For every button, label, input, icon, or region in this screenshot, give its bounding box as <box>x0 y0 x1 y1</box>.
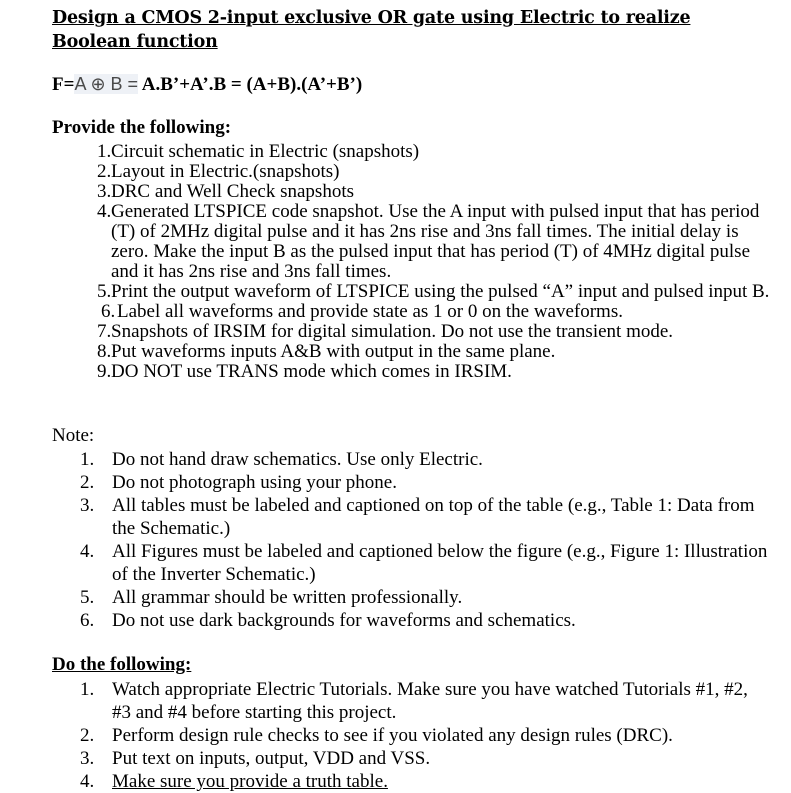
list-item <box>97 202 777 282</box>
item-text: DO NOT use TRANS mode which comes in IRSIM. <box>111 361 512 382</box>
item-text: Do not use dark backgrounds for waveforms and schematics. <box>112 610 576 631</box>
list-item <box>97 182 777 202</box>
item-number: 4. <box>80 771 95 792</box>
note-list <box>80 448 770 632</box>
item-number: 3. <box>97 181 112 202</box>
item-text: Make sure you provide a truth table. <box>112 771 388 792</box>
list-item <box>80 540 770 586</box>
item-number: 4. <box>97 201 112 222</box>
list-item <box>80 471 770 494</box>
item-number: 6. <box>80 610 95 631</box>
item-number: 9. <box>97 361 112 382</box>
item-text: All grammar should be written professionally. <box>112 587 463 608</box>
list-item <box>80 448 770 471</box>
item-text: All Figures must be labeled and captioned below the figure (e.g., Figure 1: Illustration of the Inverter Schematic.) <box>112 541 768 585</box>
item-text: Snapshots of IRSIM for digital simulation. Do not use the transient mode. <box>111 321 674 342</box>
list-item <box>97 282 777 302</box>
provide-heading: Provide the following: <box>52 117 232 138</box>
item-number: 3. <box>80 495 95 516</box>
list-item <box>80 586 770 609</box>
item-number: 1. <box>80 679 95 700</box>
list-item <box>80 609 770 632</box>
item-number: 2. <box>80 725 95 746</box>
formula-prefix: F= <box>52 74 75 95</box>
item-text: DRC and Well Check snapshots <box>111 181 354 202</box>
item-text: Put waveforms inputs A&B with output in the same plane. <box>111 341 556 362</box>
item-number: 8. <box>97 341 112 362</box>
list-item <box>97 162 777 182</box>
list-item <box>97 342 777 362</box>
item-number: 5. <box>80 587 95 608</box>
item-text: Generated LTSPICE code snapshot. Use the A input with pulsed input that has period (T) of 2MHz digital pulse and it has 2ns rise and 3ns fall times. The initial delay is zero. Make the input B as the pulsed input that has period (T) of 4MHz digital pulse and it has 2ns rise and 3ns fall times. <box>111 201 760 282</box>
list-item <box>80 724 770 747</box>
item-text: Do not photograph using your phone. <box>112 472 397 493</box>
item-text: Label all waveforms and provide state as 1 or 0 on the waveforms. <box>117 301 623 322</box>
provide-list <box>97 142 777 382</box>
list-item <box>97 142 777 162</box>
item-number: 6. <box>101 301 116 322</box>
item-text: Print the output waveform of LTSPICE using the pulsed “A” input and pulsed input B. <box>111 281 770 302</box>
item-number: 2. <box>80 472 95 493</box>
item-text: Put text on inputs, output, VDD and VSS. <box>112 748 431 769</box>
item-number: 1. <box>97 141 112 162</box>
list-item <box>99 302 777 322</box>
list-item <box>80 747 770 770</box>
list-item <box>97 322 777 342</box>
item-text: Layout in Electric.(snapshots) <box>111 161 340 182</box>
formula-expansion: A.B’+A’.B = (A+B).(A’+B’) <box>138 74 363 95</box>
item-text: Circuit schematic in Electric (snapshots) <box>111 141 420 162</box>
item-number: 5. <box>97 281 112 302</box>
do-following-list <box>80 678 770 793</box>
item-number: 3. <box>80 748 95 769</box>
item-number: 1. <box>80 449 95 470</box>
item-text: Do not hand draw schematics. Use only Electric. <box>112 449 483 470</box>
list-item <box>80 770 770 793</box>
list-item <box>80 678 770 724</box>
item-text: All tables must be labeled and captioned on top of the table (e.g., Table 1: Data from the Schematic.) <box>112 495 755 539</box>
formula-xor-expression: A ⊕ B = <box>74 74 139 94</box>
list-item <box>97 362 777 382</box>
item-number: 4. <box>80 541 95 562</box>
note-heading: Note: <box>52 425 95 446</box>
list-item <box>80 494 770 540</box>
item-text: Watch appropriate Electric Tutorials. Make sure you have watched Tutorials #1, #2, #3 and #4 before starting this project. <box>112 679 748 723</box>
item-number: 7. <box>97 321 112 342</box>
document-title: Design a CMOS 2-input exclusive OR gate using Electric to realize Boolean function <box>52 8 691 52</box>
item-number: 2. <box>97 161 112 182</box>
boolean-formula <box>52 74 362 96</box>
do-following-heading: Do the following: <box>52 654 192 675</box>
item-text: Perform design rule checks to see if you violated any design rules (DRC). <box>112 725 673 746</box>
